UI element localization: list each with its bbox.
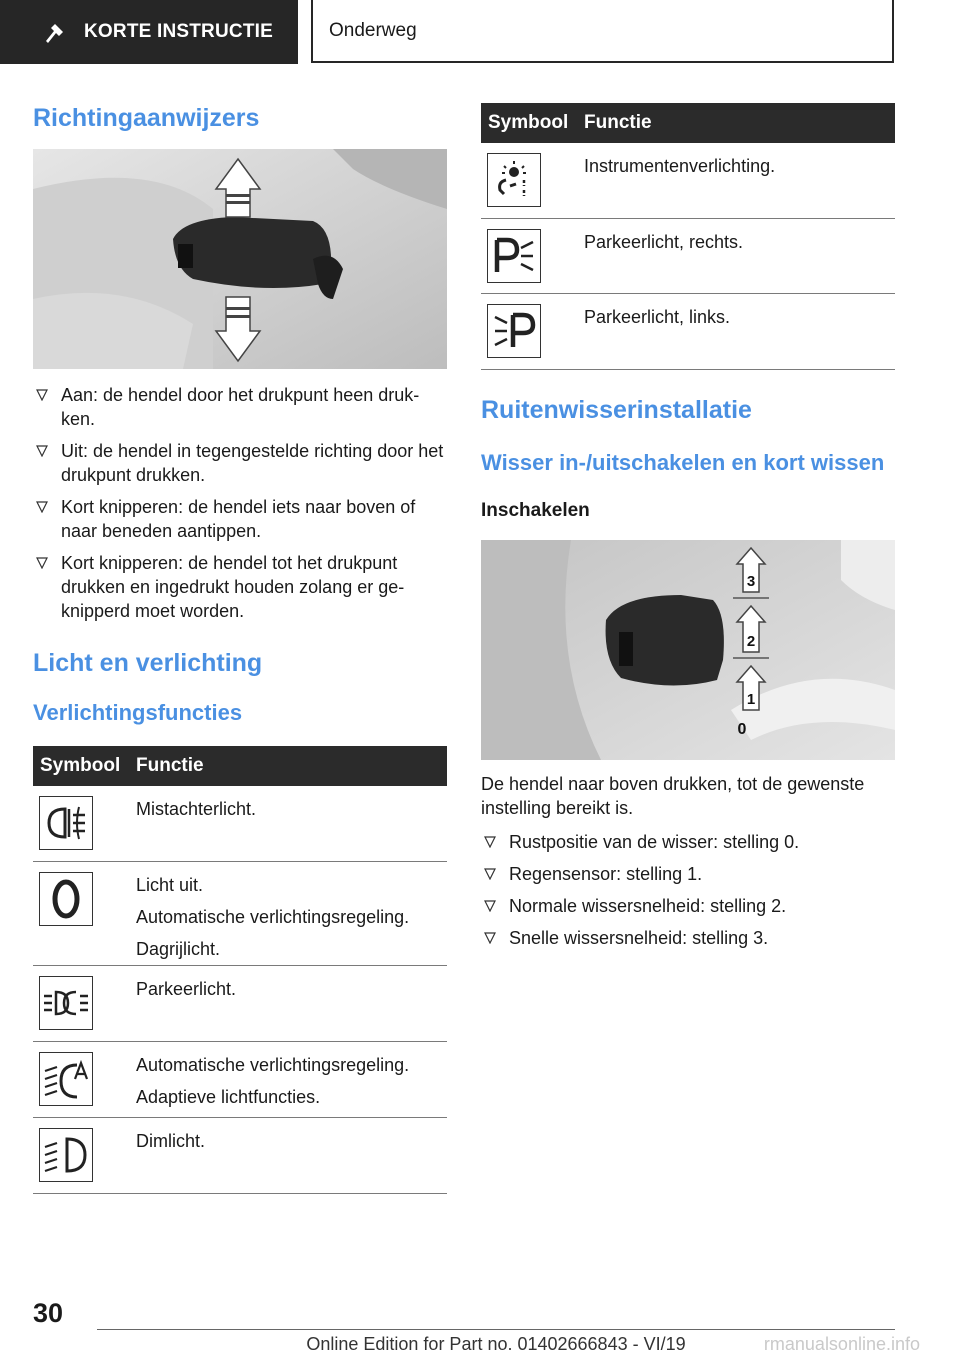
triangle-bullet-icon	[36, 389, 48, 401]
table-row: Automatische verlichtingsregeling. Adaptieve lichtfuncties.	[33, 1042, 447, 1118]
triangle-bullet-icon	[484, 836, 496, 848]
lighting-table	[33, 746, 447, 1194]
right-column	[481, 103, 895, 958]
list-item: Rustpositie van de wisser: stelling 0.	[481, 830, 895, 854]
richting-title: Richtingaanwijzers	[33, 104, 260, 132]
wiper-lever-photo	[481, 540, 895, 760]
wisser-title: Wisser in-/uitschakelen en kort wissen	[481, 450, 885, 475]
triangle-bullet-icon	[36, 557, 48, 569]
page-number: 30	[33, 1298, 64, 1328]
table-row: Parkeerlicht, links.	[481, 294, 895, 370]
verlichting-title: Verlichtingsfuncties	[33, 700, 243, 725]
triangle-bullet-icon	[484, 868, 496, 880]
section-label: KORTE INSTRUCTIE	[84, 21, 273, 42]
footer-divider	[97, 1329, 895, 1330]
col-symbol-header: Symbool	[40, 755, 121, 776]
list-item: Uit: de hendel in tegengestelde richting door het drukpunt drukken.	[33, 439, 447, 487]
table-header	[481, 103, 895, 143]
triangle-bullet-icon	[36, 445, 48, 457]
instrument-lighting-icon	[487, 153, 541, 207]
list-item: Kort knipperen: de hendel iets naar boven of naar beneden aantippen.	[33, 495, 447, 543]
parking-light-icon	[39, 976, 93, 1030]
list-item: Normale wissersnelheid: stelling 2.	[481, 894, 895, 918]
richting-bullets	[33, 383, 447, 623]
left-column	[33, 100, 447, 1194]
edition-text: Online Edition for Part no. 01402666843 - VI/19	[306, 1334, 686, 1354]
col-function-header: Functie	[584, 112, 652, 133]
col-function-header: Functie	[136, 755, 204, 776]
triangle-bullet-icon	[484, 900, 496, 912]
fog-light-icon	[39, 796, 93, 850]
auto-light-icon	[39, 1052, 93, 1106]
wiper-position-label: 0	[737, 721, 747, 738]
pin-icon	[42, 19, 72, 45]
triangle-bullet-icon	[484, 932, 496, 944]
turn-signal-photo	[33, 149, 447, 369]
chapter-tab[interactable]	[311, 0, 894, 63]
wiper-position-label: 3	[746, 573, 756, 590]
parking-light-right-icon	[487, 229, 541, 283]
low-beam-icon	[39, 1128, 93, 1182]
light-off-icon	[39, 872, 93, 926]
table-header	[33, 746, 447, 786]
list-item: Snelle wissersnelheid: stelling 3.	[481, 926, 895, 950]
wiper-intro: De hendel naar boven drukken, tot de gewenste instelling bereikt is.	[481, 774, 865, 818]
wiper-position-label: 1	[746, 691, 756, 708]
list-item: Regensensor: stelling 1.	[481, 862, 895, 886]
lighting-table-2	[481, 103, 895, 370]
table-row: Mistachterlicht.	[33, 786, 447, 862]
col-symbol-header: Symbool	[488, 112, 569, 133]
inschakelen-title: Inschakelen	[481, 500, 590, 521]
table-row: Licht uit. Automatische verlichtingsregeling. Dagrijlicht.	[33, 862, 447, 966]
wiper-bullets	[481, 830, 895, 950]
parking-light-left-icon	[487, 304, 541, 358]
table-row: Parkeerlicht, rechts.	[481, 219, 895, 294]
table-row: Parkeerlicht.	[33, 966, 447, 1042]
licht-title: Licht en verlichting	[33, 649, 263, 677]
list-item: Aan: de hendel door het drukpunt heen druk-ken.	[33, 383, 447, 431]
list-item: Kort knipperen: de hendel tot het drukpunt drukken en ingedrukt houden zolang er ge-knipperd moet worden.	[33, 551, 447, 623]
table-row: Dimlicht.	[33, 1118, 447, 1194]
table-row: Instrumentenverlichting.	[481, 143, 895, 219]
section-tab[interactable]	[0, 0, 298, 64]
chapter-label: Onderweg	[329, 19, 417, 41]
ruiten-title: Ruitenwisserinstallatie	[481, 396, 752, 424]
watermark: rmanualsonline.info	[763, 1334, 920, 1354]
wiper-position-label: 2	[746, 633, 756, 650]
triangle-bullet-icon	[36, 501, 48, 513]
